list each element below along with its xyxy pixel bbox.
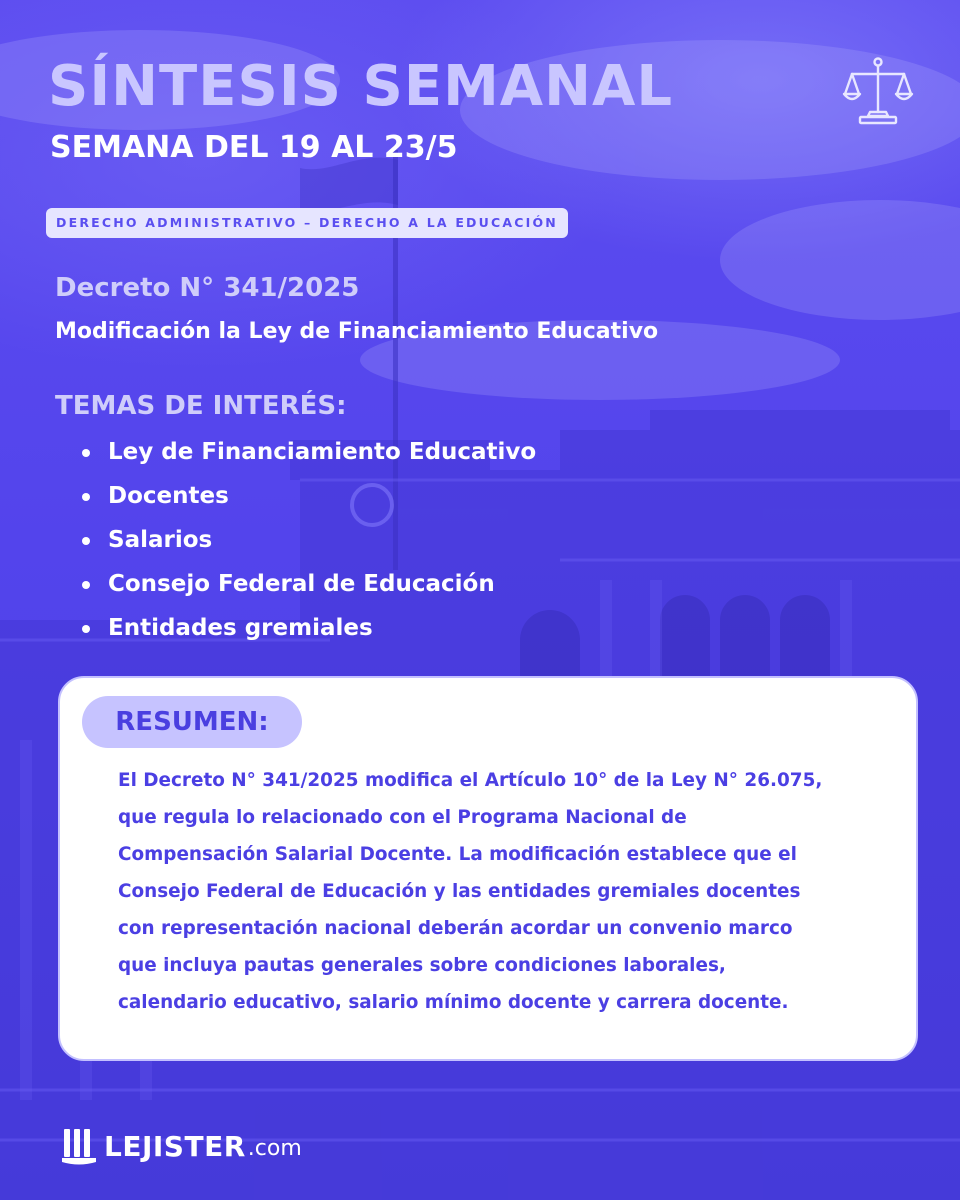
page-title: SÍNTESIS SEMANAL: [48, 54, 674, 119]
summary-line: que incluya pautas generales sobre condiciones laborales,: [118, 955, 726, 976]
topic-item: Entidades gremiales: [78, 606, 536, 650]
summary-line: que regula lo relacionado con el Programa Nacional de: [118, 807, 687, 828]
summary-text: [118, 762, 898, 1021]
topic-item: Salarios: [78, 518, 536, 562]
decree-number: Decreto N° 341/2025: [55, 273, 360, 303]
week-subtitle: SEMANA DEL 19 AL 23/5: [50, 130, 458, 165]
topic-item: Consejo Federal de Educación: [78, 562, 536, 606]
brand-footer: [62, 1126, 302, 1166]
summary-line: con representación nacional deberán acordar un convenio marco: [118, 918, 793, 939]
topic-item: Ley de Financiamiento Educativo: [78, 430, 536, 474]
summary-line: calendario educativo, salario mínimo docente y carrera docente.: [118, 992, 789, 1013]
topic-item: Docentes: [78, 474, 536, 518]
brand-domain: .com: [247, 1135, 302, 1161]
lejister-logo-icon: [62, 1127, 98, 1165]
category-tag: DERECHO ADMINISTRATIVO – DERECHO A LA EDUCACIÓN: [46, 208, 568, 238]
summary-heading: RESUMEN:: [82, 696, 302, 748]
summary-line: Compensación Salarial Docente. La modificación establece que el: [118, 844, 797, 865]
topics-heading: TEMAS DE INTERÉS:: [55, 391, 347, 421]
summary-card: [58, 676, 918, 1061]
brand-name: LEJISTER: [104, 1129, 246, 1163]
topics-list: [78, 430, 536, 650]
summary-line: Consejo Federal de Educación y las entidades gremiales docentes: [118, 881, 801, 902]
scale-of-justice-icon: [842, 56, 914, 126]
decree-subject: Modificación la Ley de Financiamiento Educativo: [55, 319, 659, 344]
summary-line: El Decreto N° 341/2025 modifica el Artículo 10° de la Ley N° 26.075,: [118, 770, 823, 791]
